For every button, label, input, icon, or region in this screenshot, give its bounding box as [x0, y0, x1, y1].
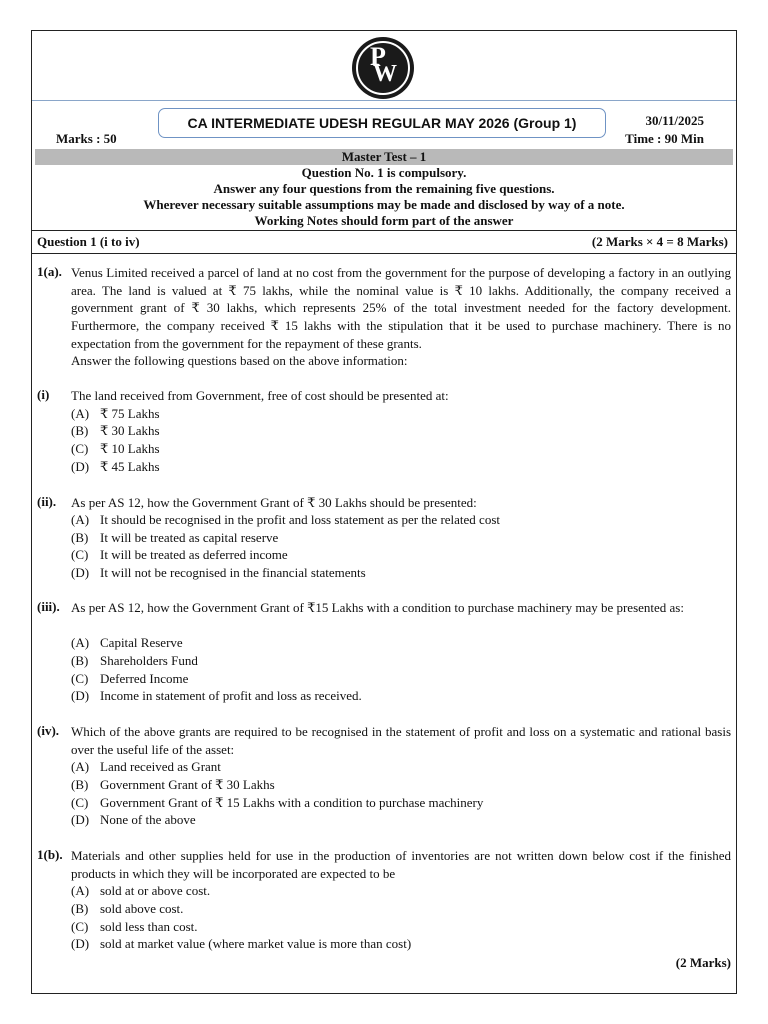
- option-label: (A): [71, 635, 90, 650]
- question-marks: (2 Marks × 4 = 8 Marks): [591, 234, 728, 249]
- option-label: (C): [71, 547, 89, 562]
- option-text: It will be treated as capital reserve: [100, 530, 279, 545]
- option: [71, 634, 183, 652]
- option-label: (A): [71, 512, 90, 527]
- exam-date: 30/11/2025: [645, 113, 704, 128]
- option-label: (D): [71, 688, 90, 703]
- option-text: Shareholders Fund: [100, 653, 198, 668]
- exam-time: Time : 90 Min: [625, 131, 704, 146]
- option: [71, 405, 160, 423]
- instruction-line: Wherever necessary suitable assumptions may be made and disclosed by way of a note.: [143, 197, 625, 212]
- option-label: (D): [71, 459, 90, 474]
- option: [71, 687, 362, 705]
- instruction-line: Question No. 1 is compulsory.: [301, 165, 467, 180]
- option-text: ₹ 75 Lakhs: [100, 406, 160, 421]
- total-marks: Marks : 50: [56, 131, 117, 146]
- subquestion-text: Which of the above grants are required to be recognised in the statement of profit and loss on a systematic and rational basis over the useful life of the asset:: [71, 724, 731, 757]
- option: [71, 758, 221, 776]
- subquestion-number: (ii).: [37, 494, 57, 509]
- option: [71, 776, 275, 794]
- option-label: (C): [71, 919, 89, 934]
- question-heading: Question 1 (i to iv): [37, 234, 140, 249]
- option-text: sold above cost.: [100, 901, 184, 916]
- instruction-line: Working Notes should form part of the answer: [254, 213, 514, 228]
- option-label: (C): [71, 795, 89, 810]
- option: [71, 546, 288, 564]
- option: [71, 882, 210, 900]
- subquestion-number: (i): [37, 387, 50, 402]
- option: [71, 652, 198, 670]
- master-test-bar: Master Test – 1: [35, 149, 733, 165]
- option: [71, 794, 483, 812]
- logo-letter-p: P: [370, 42, 386, 71]
- option-text: Government Grant of ₹ 30 Lakhs: [100, 777, 275, 792]
- option-text: It will not be recognised in the financial statements: [100, 565, 366, 580]
- option-text: None of the above: [100, 812, 196, 827]
- option-label: (D): [71, 565, 90, 580]
- option: [71, 458, 160, 476]
- option-text: Land received as Grant: [100, 759, 221, 774]
- option-text: It will be treated as deferred income: [100, 547, 288, 562]
- option: [71, 811, 196, 829]
- option: [71, 511, 500, 529]
- header-divider: [32, 100, 736, 101]
- option-label: (B): [71, 901, 89, 916]
- option-text: ₹ 10 Lakhs: [100, 441, 160, 456]
- option-label: (B): [71, 530, 89, 545]
- option-text: It should be recognised in the profit and loss statement as per the related cost: [100, 512, 500, 527]
- option: [71, 529, 278, 547]
- question-text: Materials and other supplies held for use in the production of inventories are not written down below cost if the finished products in which they will be incorporated are expected to be: [71, 848, 731, 881]
- option-text: Capital Reserve: [100, 635, 183, 650]
- option-text: ₹ 30 Lakhs: [100, 423, 160, 438]
- option-label: (C): [71, 441, 89, 456]
- case-text: Venus Limited received a parcel of land at no cost from the government for the purpose of developing a factory in an outlying area. The land is valued at ₹ 75 lakhs, while the nominal value is ₹ 10 lakhs. Additionally, the company received a government grant of ₹ 30 lakhs, which represents 25% of the total investment needed for the factory development. Furthermore, the company received ₹ 15 lakhs with the stipulation that it be used to purchase machinery. There is no expectation from the government for the repayment of these grants.: [71, 265, 731, 351]
- option-text: Government Grant of ₹ 15 Lakhs with a condition to purchase machinery: [100, 795, 484, 810]
- question-marks: (2 Marks): [675, 955, 731, 970]
- option-text: sold at or above cost.: [100, 883, 211, 898]
- option-text: ₹ 45 Lakhs: [100, 459, 160, 474]
- option: [71, 670, 188, 688]
- subquestion-text: The land received from Government, free of cost should be presented at:: [71, 388, 449, 403]
- subquestion-number: (iv).: [37, 723, 60, 738]
- question-number: 1(a).: [37, 264, 62, 279]
- option-text: sold at market value (where market value is more than cost): [100, 936, 412, 951]
- option: [71, 422, 160, 440]
- option: [71, 900, 183, 918]
- option-text: sold less than cost.: [100, 919, 198, 934]
- logo-letter-w: W: [373, 61, 397, 87]
- question-number: 1(b).: [37, 847, 63, 862]
- option-label: (B): [71, 777, 89, 792]
- option: [71, 564, 366, 582]
- subquestion-text: As per AS 12, how the Government Grant of ₹15 Lakhs with a condition to purchase machinery may be presented as:: [71, 600, 684, 615]
- option-text: Income in statement of profit and loss as received.: [100, 688, 362, 703]
- pw-logo: [352, 37, 414, 99]
- option: [71, 918, 198, 936]
- exam-title: CA INTERMEDIATE UDESH REGULAR MAY 2026 (Group 1): [158, 108, 606, 138]
- option: [71, 440, 160, 458]
- divider: [32, 253, 736, 254]
- option: [71, 935, 411, 953]
- option-label: (B): [71, 423, 89, 438]
- option-label: (D): [71, 812, 90, 827]
- option-label: (B): [71, 653, 89, 668]
- divider: [32, 230, 736, 231]
- option-text: Deferred Income: [100, 671, 189, 686]
- option-label: (C): [71, 671, 89, 686]
- subquestion-text: As per AS 12, how the Government Grant of ₹ 30 Lakhs should be presented:: [71, 495, 477, 510]
- subquestion-number: (iii).: [37, 599, 60, 614]
- case-instruction: Answer the following questions based on the above information:: [71, 353, 408, 368]
- option-label: (D): [71, 936, 90, 951]
- instruction-line: Answer any four questions from the remaining five questions.: [213, 181, 555, 196]
- option-label: (A): [71, 883, 90, 898]
- option-label: (A): [71, 406, 90, 421]
- option-label: (A): [71, 759, 90, 774]
